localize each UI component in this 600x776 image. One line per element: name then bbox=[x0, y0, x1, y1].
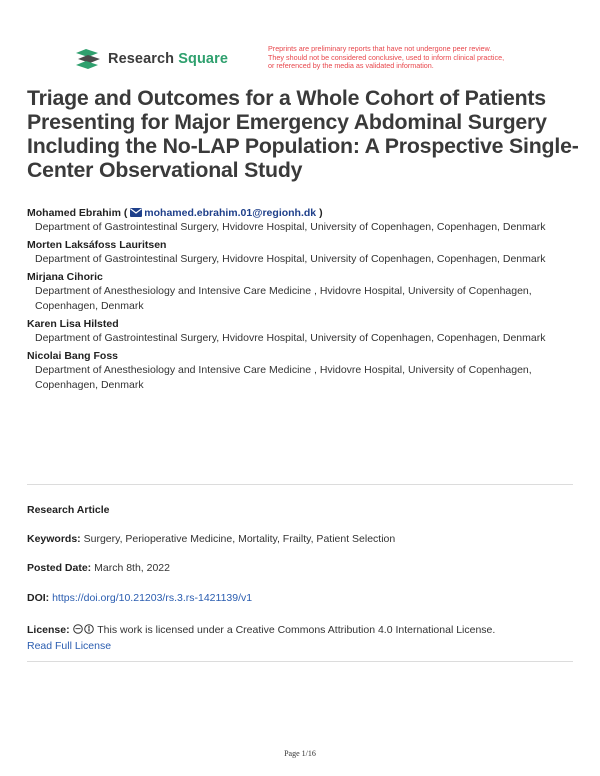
keywords-label: Keywords: bbox=[27, 533, 81, 545]
author-affiliation: Department of Anesthesiology and Intensive Care Medicine , Hvidovre Hospital, University of Copenhagen, Copenhagen, Denmark bbox=[35, 364, 532, 391]
article-type bbox=[27, 504, 110, 516]
cc-icon bbox=[73, 624, 83, 634]
logo-word-research: Research bbox=[108, 51, 175, 67]
posted-date bbox=[27, 562, 170, 574]
author-name: Mirjana Cihoric bbox=[27, 271, 103, 283]
attribution-icon bbox=[84, 624, 94, 634]
article-type-text: Research Article bbox=[27, 504, 110, 516]
mail-icon bbox=[130, 208, 142, 217]
divider bbox=[27, 484, 573, 485]
disclaimer-line: They should not be considered conclusive, used to inform clinical practice, bbox=[268, 52, 505, 62]
read-full-license-link[interactable]: Read Full License bbox=[27, 640, 112, 652]
license-label: License: bbox=[27, 624, 70, 636]
author-name: Karen Lisa Hilsted bbox=[27, 318, 119, 330]
license bbox=[27, 622, 495, 654]
author-name: Mohamed Ebrahim ( mohamed.ebrahim.01@regionh.dk ) bbox=[27, 207, 323, 219]
author-name: Morten Laksáfoss Lauritsen bbox=[27, 239, 167, 251]
author-list bbox=[27, 206, 577, 396]
doi-label: DOI: bbox=[27, 592, 50, 604]
author-email-link[interactable]: mohamed.ebrahim.01@regionh.dk bbox=[144, 207, 317, 219]
logo-text bbox=[108, 51, 228, 67]
disclaimer-line: or referenced by the media as validated information. bbox=[268, 61, 434, 71]
paper-title: Triage and Outcomes for a Whole Cohort of Patients Presenting for Major Emergency Abdominal Surgery Including the No-LAP Population: A Prospective Single-Center Observational Study bbox=[27, 86, 579, 182]
disclaimer-line: Preprints are preliminary reports that have not undergone peer review. bbox=[268, 44, 492, 53]
preprint-disclaimer bbox=[268, 45, 538, 71]
author-affiliation: Department of Gastrointestinal Surgery, Hvidovre Hospital, University of Copenhagen, Copenhagen, Denmark bbox=[35, 332, 546, 344]
keywords-value: Surgery, Perioperative Medicine, Mortality, Frailty, Patient Selection bbox=[83, 533, 396, 545]
page-number: Page 1/16 bbox=[284, 749, 316, 758]
doi-link[interactable]: https://doi.org/10.21203/rs.3.rs-1421139/v1 bbox=[52, 592, 253, 604]
author-affiliation: Department of Gastrointestinal Surgery, Hvidovre Hospital, University of Copenhagen, Copenhagen, Denmark bbox=[35, 221, 546, 233]
keywords bbox=[27, 533, 395, 545]
author-name-text: Mohamed Ebrahim bbox=[27, 207, 121, 219]
posted-date-value: March 8th, 2022 bbox=[94, 562, 170, 574]
author-affiliation: Department of Anesthesiology and Intensive Care Medicine , Hvidovre Hospital, University of Copenhagen, Copenhagen, Denmark bbox=[35, 285, 532, 312]
divider bbox=[27, 661, 573, 662]
author-name: Nicolai Bang Foss bbox=[27, 350, 119, 362]
research-square-logo bbox=[74, 47, 228, 71]
doi bbox=[27, 592, 252, 604]
license-text: This work is licensed under a Creative Commons Attribution 4.0 International License. bbox=[97, 624, 496, 636]
author-affiliation: Department of Gastrointestinal Surgery, Hvidovre Hospital, University of Copenhagen, Copenhagen, Denmark bbox=[35, 253, 546, 265]
research-square-logo-icon bbox=[74, 47, 102, 71]
posted-date-label: Posted Date: bbox=[27, 562, 92, 574]
logo-word-square: Square bbox=[178, 51, 228, 67]
